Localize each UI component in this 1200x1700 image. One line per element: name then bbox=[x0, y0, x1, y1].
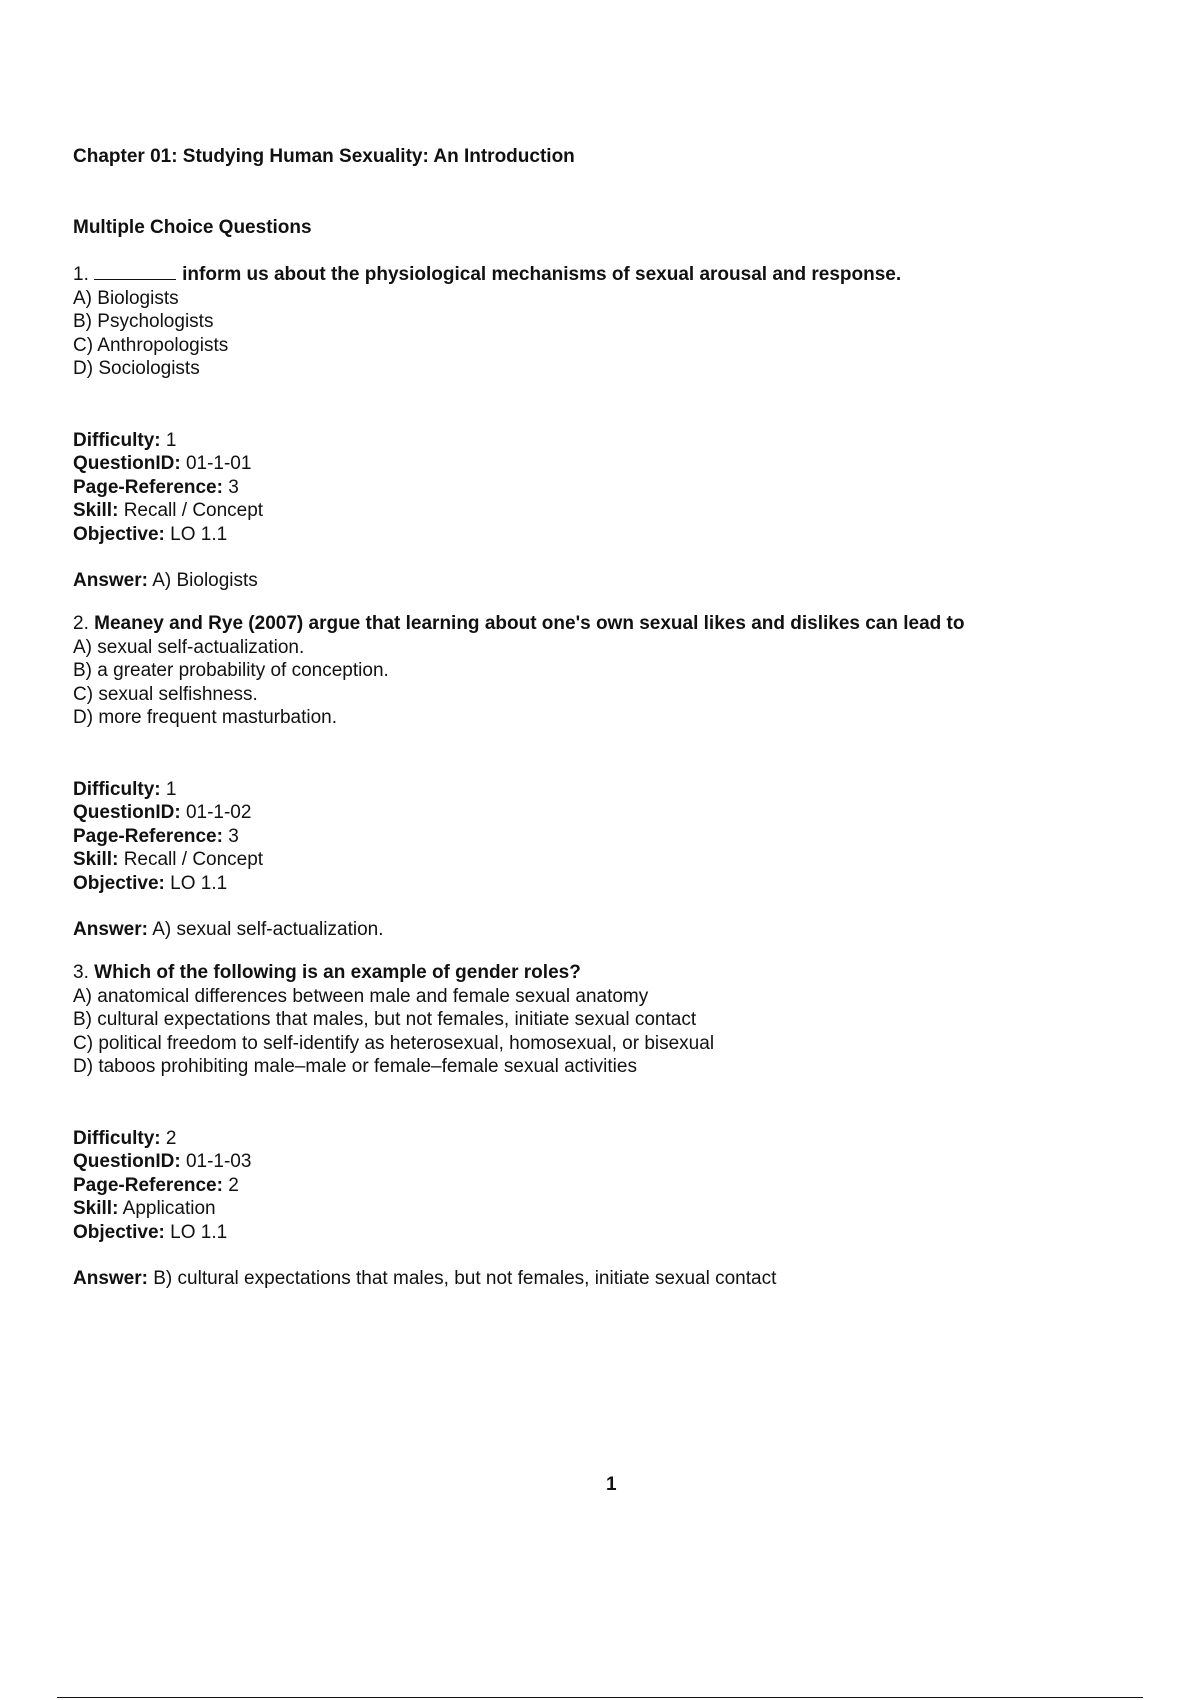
objective-row bbox=[73, 1221, 1133, 1245]
option-a: A) anatomical differences between male and female sexual anatomy bbox=[73, 985, 649, 1007]
objective-label: Objective: bbox=[73, 523, 165, 545]
page-reference-label: Page-Reference: bbox=[73, 1174, 223, 1196]
question-id-label: QuestionID: bbox=[73, 453, 181, 474]
option-c: C) political freedom to self-identify as heterosexual, homosexual, or bisexual bbox=[73, 1032, 715, 1054]
answer-value: A) Biologists bbox=[152, 570, 258, 591]
difficulty-row bbox=[73, 429, 1133, 453]
page-reference-value: 3 bbox=[228, 476, 239, 498]
answer-row bbox=[73, 1267, 1133, 1291]
question-number: 1. bbox=[73, 264, 89, 285]
question-2 bbox=[73, 612, 1133, 942]
objective-value: LO 1.1 bbox=[170, 523, 228, 545]
page-reference-label: Page-Reference: bbox=[73, 476, 223, 498]
difficulty-row bbox=[73, 778, 1133, 802]
chapter-title: Chapter 01: Studying Human Sexuality: An Introduction bbox=[73, 146, 575, 167]
question-id-row bbox=[73, 1150, 1133, 1174]
section-title: Multiple Choice Questions bbox=[73, 217, 312, 238]
skill-row bbox=[73, 1197, 1133, 1221]
answer-label: Answer: bbox=[73, 570, 148, 591]
page-reference-value: 3 bbox=[228, 825, 239, 847]
question-id-value: 01-1-03 bbox=[185, 1151, 252, 1172]
objective-label: Objective: bbox=[73, 872, 165, 894]
skill-row bbox=[73, 499, 1133, 523]
option-c: C) sexual selfishness. bbox=[73, 683, 258, 705]
question-stem bbox=[73, 961, 1133, 985]
difficulty-label: Difficulty: bbox=[73, 778, 161, 800]
footer-divider bbox=[57, 1697, 1143, 1698]
option-a: A) Biologists bbox=[73, 287, 179, 309]
objective-value: LO 1.1 bbox=[170, 872, 228, 894]
answer-label: Answer: bbox=[73, 919, 148, 940]
question-id-label: QuestionID: bbox=[73, 802, 181, 823]
question-id-value: 01-1-01 bbox=[185, 453, 252, 474]
difficulty-value: 1 bbox=[165, 429, 177, 451]
skill-row bbox=[73, 848, 1133, 872]
option-b: B) a greater probability of conception. bbox=[73, 660, 389, 681]
fill-in-blank bbox=[94, 263, 176, 280]
difficulty-label: Difficulty: bbox=[73, 429, 161, 451]
answer-row bbox=[73, 569, 1133, 593]
page-reference-row bbox=[73, 1174, 1133, 1198]
question-metadata bbox=[73, 429, 1133, 547]
skill-label: Skill: bbox=[73, 500, 119, 521]
skill-value: Recall / Concept bbox=[123, 500, 264, 521]
option-b: B) cultural expectations that males, but not females, initiate sexual contact bbox=[73, 1009, 697, 1030]
answer-label: Answer: bbox=[73, 1268, 148, 1289]
page-reference-value: 2 bbox=[228, 1174, 239, 1196]
question-id-row bbox=[73, 452, 1133, 476]
question-text: Meaney and Rye (2007) argue that learning about one's own sexual likes and dislikes can lead to bbox=[94, 613, 965, 634]
objective-row bbox=[73, 523, 1133, 547]
question-number: 3. bbox=[73, 962, 89, 983]
difficulty-label: Difficulty: bbox=[73, 1127, 161, 1149]
objective-value: LO 1.1 bbox=[170, 1221, 228, 1243]
page-number: 1 bbox=[606, 1474, 617, 1495]
question-id-row bbox=[73, 801, 1133, 825]
question-metadata bbox=[73, 778, 1133, 896]
answer-value: A) sexual self-actualization. bbox=[152, 919, 384, 940]
option-b: B) Psychologists bbox=[73, 311, 214, 332]
difficulty-row bbox=[73, 1127, 1133, 1151]
question-stem bbox=[73, 612, 1133, 636]
skill-value: Recall / Concept bbox=[123, 849, 264, 870]
question-metadata bbox=[73, 1127, 1133, 1245]
question-stem bbox=[73, 263, 1133, 287]
answer-value: B) cultural expectations that males, but not females, initiate sexual contact bbox=[153, 1268, 777, 1289]
page-reference-row bbox=[73, 825, 1133, 849]
page-reference-row bbox=[73, 476, 1133, 500]
question-number: 2. bbox=[73, 613, 89, 634]
objective-label: Objective: bbox=[73, 1221, 165, 1243]
skill-label: Skill: bbox=[73, 1198, 119, 1219]
answer-row bbox=[73, 918, 1133, 942]
option-d: D) more frequent masturbation. bbox=[73, 707, 338, 728]
question-1 bbox=[73, 263, 1133, 593]
option-c: C) Anthropologists bbox=[73, 334, 229, 356]
skill-label: Skill: bbox=[73, 849, 119, 870]
difficulty-value: 1 bbox=[165, 778, 177, 800]
difficulty-value: 2 bbox=[165, 1127, 177, 1149]
option-a: A) sexual self-actualization. bbox=[73, 636, 305, 658]
question-3 bbox=[73, 961, 1133, 1291]
question-id-label: QuestionID: bbox=[73, 1151, 181, 1172]
question-text: inform us about the physiological mechanisms of sexual arousal and response. bbox=[182, 264, 902, 285]
question-text: Which of the following is an example of gender roles? bbox=[94, 962, 581, 983]
option-d: D) Sociologists bbox=[73, 358, 200, 379]
question-id-value: 01-1-02 bbox=[185, 802, 252, 823]
skill-value: Application bbox=[122, 1198, 216, 1219]
option-d: D) taboos prohibiting male–male or female–female sexual activities bbox=[73, 1056, 637, 1077]
objective-row bbox=[73, 872, 1133, 896]
page-reference-label: Page-Reference: bbox=[73, 825, 223, 847]
